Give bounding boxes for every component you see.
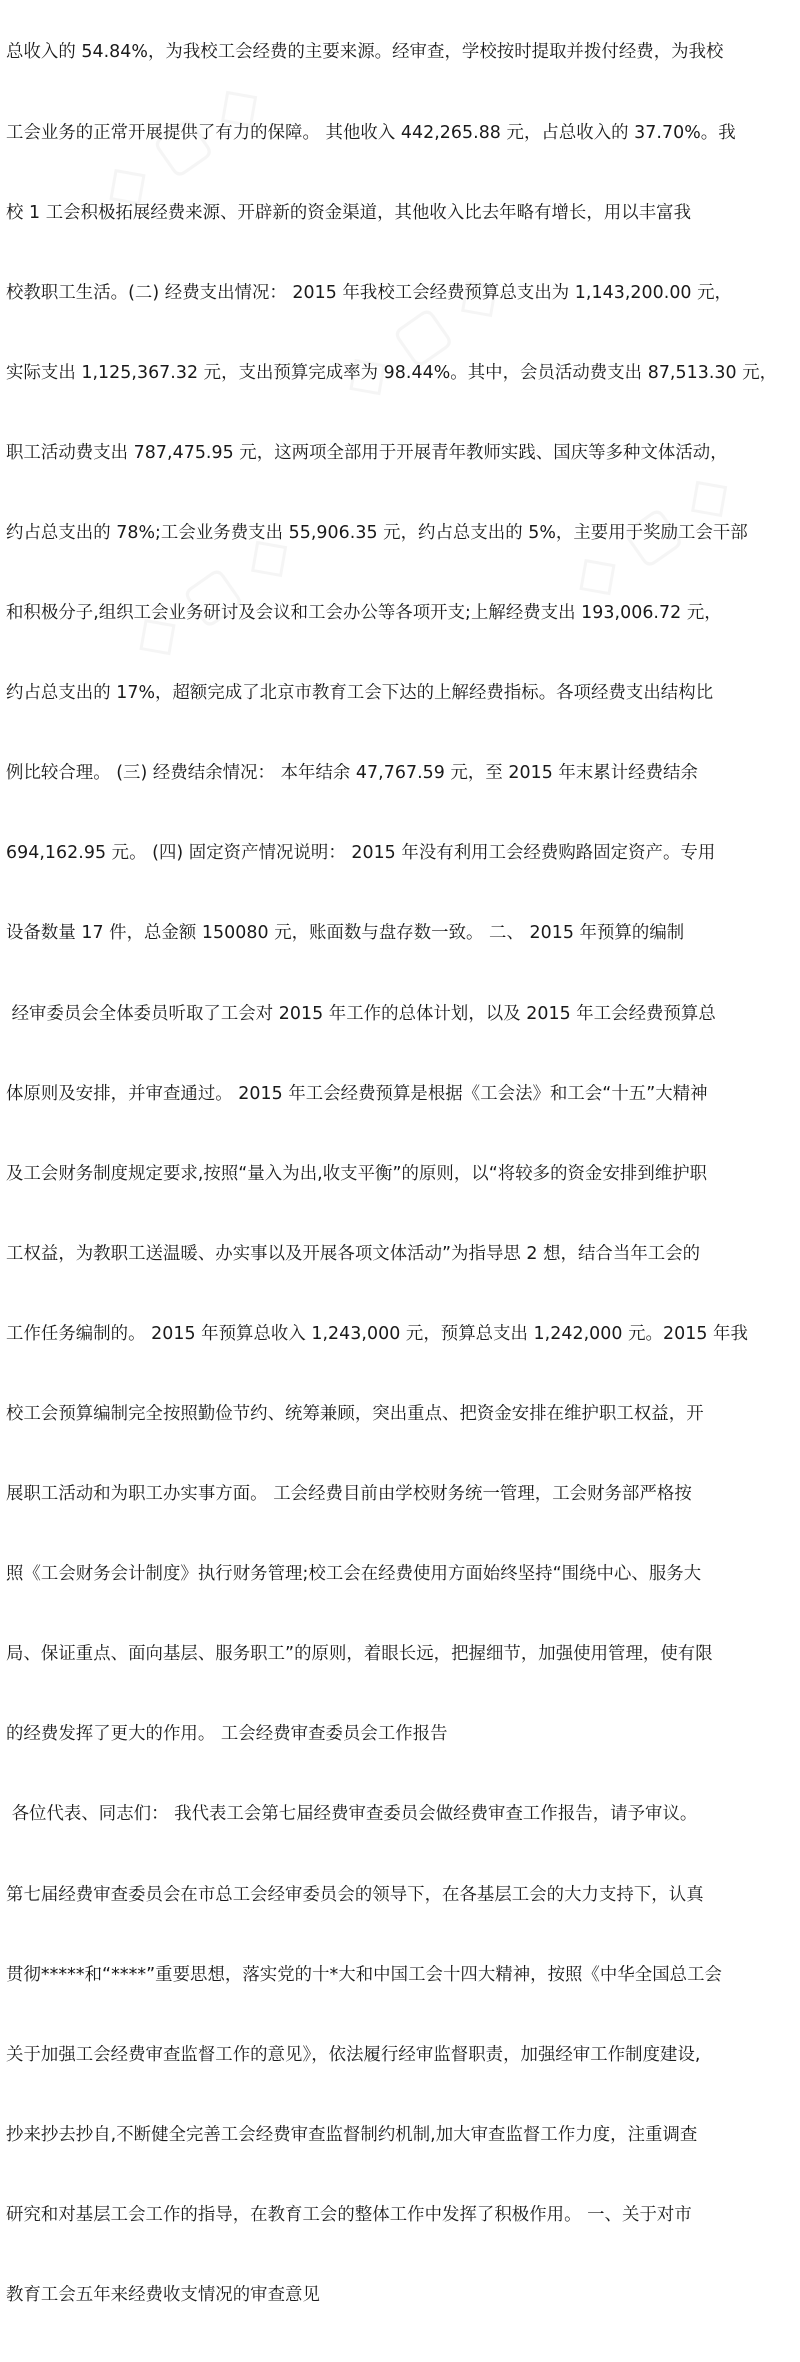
document-body xyxy=(6,0,796,2362)
body-line: 工会业务的正常开展提供了有力的保障。 其他收入 442,265.88 元，占总收入的 37.70%。我 xyxy=(6,122,736,143)
body-line: 校工会预算编制完全按照勤俭节约、统筹兼顾，突出重点、把资金安排在维护职工权益，开 xyxy=(6,1404,704,1424)
body-line: 例比较合理。 (三) 经费结余情况： 本年结余 47,767.59 元，至 2015 年末累计经费结余 xyxy=(6,763,698,784)
body-line: 经审委员会全体委员听取了工会对 2015 年工作的总体计划，以及 2015 年工会经费预算总 xyxy=(6,1003,716,1024)
body-line: 校教职工生活。(二) 经费支出情况： 2015 年我校工会经费预算总支出为 1,143,200.00 元， xyxy=(6,282,733,303)
body-line: 校 1 工会积极拓展经费来源、开辟新的资金渠道，其他收入比去年略有增长，用以丰富我 xyxy=(6,202,692,223)
body-line: 展职工活动和为职工办实事方面。 工会经费目前由学校财务统一管理，工会财务部严格按 xyxy=(6,1484,692,1505)
body-line: 研究和对基层工会工作的指导，在教育工会的整体工作中发挥了积极作用。 一、关于对市 xyxy=(6,2204,692,2225)
body-line: 总收入的 54.84%，为我校工会经费的主要来源。经审查，学校按时提取并拨付经费，为我校 xyxy=(6,42,724,63)
body-line: 体原则及安排，并审查通过。 2015 年工会经费预算是根据《工会法》和工会“十五”大精神 xyxy=(6,1083,708,1104)
body-line: 职工活动费支出 787,475.95 元，这两项全部用于开展青年教师实践、国庆等多种文体活动， xyxy=(6,442,728,463)
body-line: 及工会财务制度规定要求,按照“量入为出,收支平衡”的原则，以“将较多的资金安排到维护职 xyxy=(6,1163,708,1184)
body-line: 工作任务编制的。 2015 年预算总收入 1,243,000 元，预算总支出 1,242,000 元。2015 年我 xyxy=(6,1323,748,1344)
body-line: 工权益，为教职工送温暖、办实事以及开展各项文体活动”为指导思 2 想，结合当年工会的 xyxy=(6,1243,701,1264)
body-line: 实际支出 1,125,367.32 元，支出预算完成率为 98.44%。其中，会员活动费支出 87,513.30 元， xyxy=(6,362,778,383)
body-line: 约占总支出的 78%;工会业务费支出 55,906.35 元，约占总支出的 5%，主要用于奖励工会干部 xyxy=(6,522,748,543)
body-line: 各位代表、同志们： 我代表工会第七届经费审查委员会做经费审查工作报告，请予审议。 xyxy=(6,1804,698,1825)
body-line: 694,162.95 元。 (四) 固定资产情况说明： 2015 年没有利用工会经费购路固定资产。专用 xyxy=(6,843,716,864)
section-heading-line: 教育工会五年来经费收支情况的审查意见 xyxy=(6,2285,320,2306)
body-line: 约占总支出的 17%，超额完成了北京市教育工会下达的上解经费指标。各项经费支出结构比 xyxy=(6,683,714,704)
body-line: 关于加强工会经费审查监督工作的意见》，依法履行经审监督职责，加强经审工作制度建设, xyxy=(6,2044,701,2065)
section-heading-line: 设备数量 17 件，总金额 150080 元，账面数与盘存数一致。 二、 2015 年预算的编制 xyxy=(6,923,685,944)
body-line: 局、保证重点、面向基层、服务职工”的原则，着眼长远，把握细节，加强使用管理，使有限 xyxy=(6,1644,713,1665)
body-line: 贯彻*****和“****”重要思想，落实党的十*大和中国工会十四大精神，按照《中华全国总工会 xyxy=(6,1964,722,1985)
body-line: 第七届经费审查委员会在市总工会经审委员会的领导下，在各基层工会的大力支持下，认真 xyxy=(6,1884,704,1905)
body-line: 抄来抄去抄自,不断健全完善工会经费审查监督制约机制,加大审查监督工作力度，注重调查 xyxy=(6,2124,698,2145)
report-title-line: 的经费发挥了更大的作用。 工会经费审查委员会工作报告 xyxy=(6,1724,448,1745)
body-line: 照《工会财务会计制度》执行财务管理;校工会在经费使用方面始终坚持“围绕中心、服务大 xyxy=(6,1564,702,1585)
body-line: 和积极分子,组织工会业务研讨及会议和工会办公等各项开支;上解经费支出 193,006.72 元， xyxy=(6,603,722,624)
